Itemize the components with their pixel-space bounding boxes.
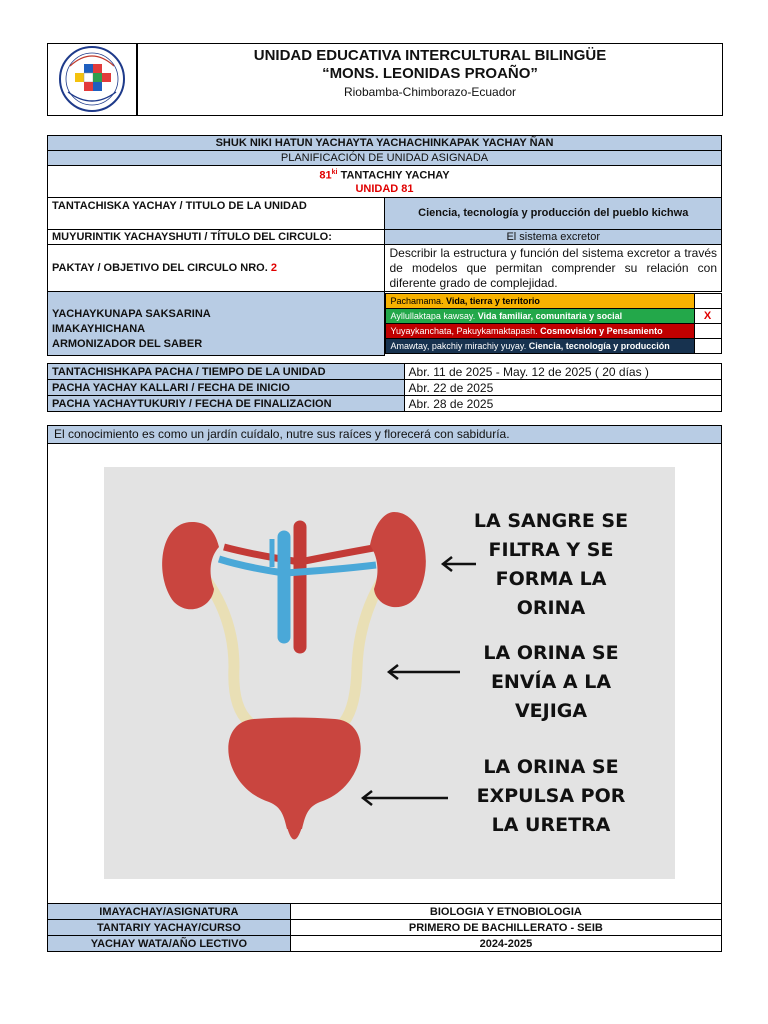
objective-number: 2 [270, 261, 277, 274]
school-name: UNIDAD EDUCATIVA INTERCULTURAL BILINGÜE [253, 47, 607, 64]
plan-title-spanish: PLANIFICACIÓN DE UNIDAD ASIGNADA [48, 151, 722, 166]
objective-value: Describir la estructura y función del sistema excretor a través de modelos que permitan comprender su relación con diferente grado de complejidad. [385, 245, 722, 292]
school-location: Riobamba-Chimborazo-Ecuador [343, 85, 517, 99]
duration-label: TANTACHISHKAPA PACHA / TIEMPO DE LA UNIDAD [48, 364, 405, 380]
harmonizer-option: Yuyaykanchata, Pakuykamaktapash. Cosmovisión y Pensamiento [386, 324, 694, 339]
unit-title-label: TANTACHISKA YACHAY / TITULO DE LA UNIDAD [48, 198, 385, 230]
unit-title-value: Ciencia, tecnología y producción del pueblo kichwa [385, 198, 722, 230]
harmonizer-mark [694, 324, 721, 339]
start-date-label: PACHA YACHAY KALLARI / FECHA DE INICIO [48, 380, 405, 396]
course-label: TANTARIY YACHAY/CURSO [48, 920, 291, 936]
end-date-label: PACHA YACHAYTUKURIY / FECHA DE FINALIZACION [48, 396, 405, 412]
unit-plan-table [47, 135, 722, 356]
school-logo-icon [48, 44, 136, 115]
subject-label: IMAYACHAY/ASIGNATURA [48, 904, 291, 920]
year-label: YACHAY WATA/AÑO LECTIVO [48, 936, 291, 952]
harmonizer-label-cell [48, 292, 385, 356]
harmonizer-option: Pachamama. Vida, tierra y territorio [386, 294, 694, 309]
caption-bladder: LA ORINA SE ENVÍA A LA VEJIGA [483, 642, 619, 722]
school-patron: “MONS. LEONIDAS PROAÑO” [322, 65, 538, 82]
caption-urethra: LA ORINA SE EXPULSA POR LA URETRA [476, 756, 626, 836]
course-value: PRIMERO DE BACHILLERATO - SEIB [290, 920, 721, 936]
harmonizer-option: Amawtay, pakchiy mirachiy yuyay. Ciencia, tecnología y producción [386, 339, 694, 354]
harmonizer-options-cell [385, 292, 722, 356]
duration-value: Abr. 11 de 2025 - May. 12 de 2025 ( 20 días ) [404, 364, 721, 380]
course-info-table [47, 903, 722, 952]
harmonizer-option: Ayllullaktapa kawsay. Vida familiar, comunitaria y social [386, 309, 694, 324]
unit-heading [48, 166, 722, 183]
harmonizer-mark [694, 339, 721, 354]
plan-title-kichwa: SHUK NIKI HATUN YACHAYTA YACHACHINKAPAK YACHAY ÑAN [48, 136, 722, 151]
unit-label: UNIDAD 81 [48, 183, 722, 198]
harmonizer-label-2: IMAKAYHICHANA [52, 323, 146, 336]
harmonizer-label-3: ARMONIZADOR DEL SABER [52, 338, 203, 351]
school-logo-box [47, 43, 137, 116]
excretory-system-illustration [104, 467, 675, 879]
harmonizer-mark [694, 294, 721, 309]
school-header [137, 43, 723, 116]
end-date-value: Abr. 28 de 2025 [404, 396, 721, 412]
unit-number-suffix: ki [331, 169, 338, 176]
objective-label: PAKTAY / OBJETIVO DEL CIRCULO NRO. [52, 261, 268, 274]
objective-label-cell [48, 245, 385, 292]
start-date-value: Abr. 22 de 2025 [404, 380, 721, 396]
unit-number: 81 [319, 169, 332, 182]
quote-text: El conocimiento es como un jardín cuídalo, nutre sus raíces y florecerá con sabiduría. [48, 426, 721, 444]
unit-kichwa: TANTACHIY YACHAY [340, 169, 450, 182]
caption-filtration: LA SANGRE SE FILTRA Y SE FORMA LA ORINA [473, 510, 629, 619]
harmonizer-mark: X [694, 309, 721, 324]
circle-title-value: El sistema excretor [385, 230, 722, 245]
subject-value: BIOLOGIA Y ETNOBIOLOGIA [290, 904, 721, 920]
harmonizer-options [385, 293, 721, 354]
year-value: 2024-2025 [290, 936, 721, 952]
harmonizer-label-1: YACHAYKUNAPA SAKSARINA [52, 308, 211, 321]
circle-title-label: MUYURINTIK YACHAYSHUTI / TÍTULO DEL CIRCULO: [48, 230, 385, 245]
unit-time-table [47, 363, 722, 412]
